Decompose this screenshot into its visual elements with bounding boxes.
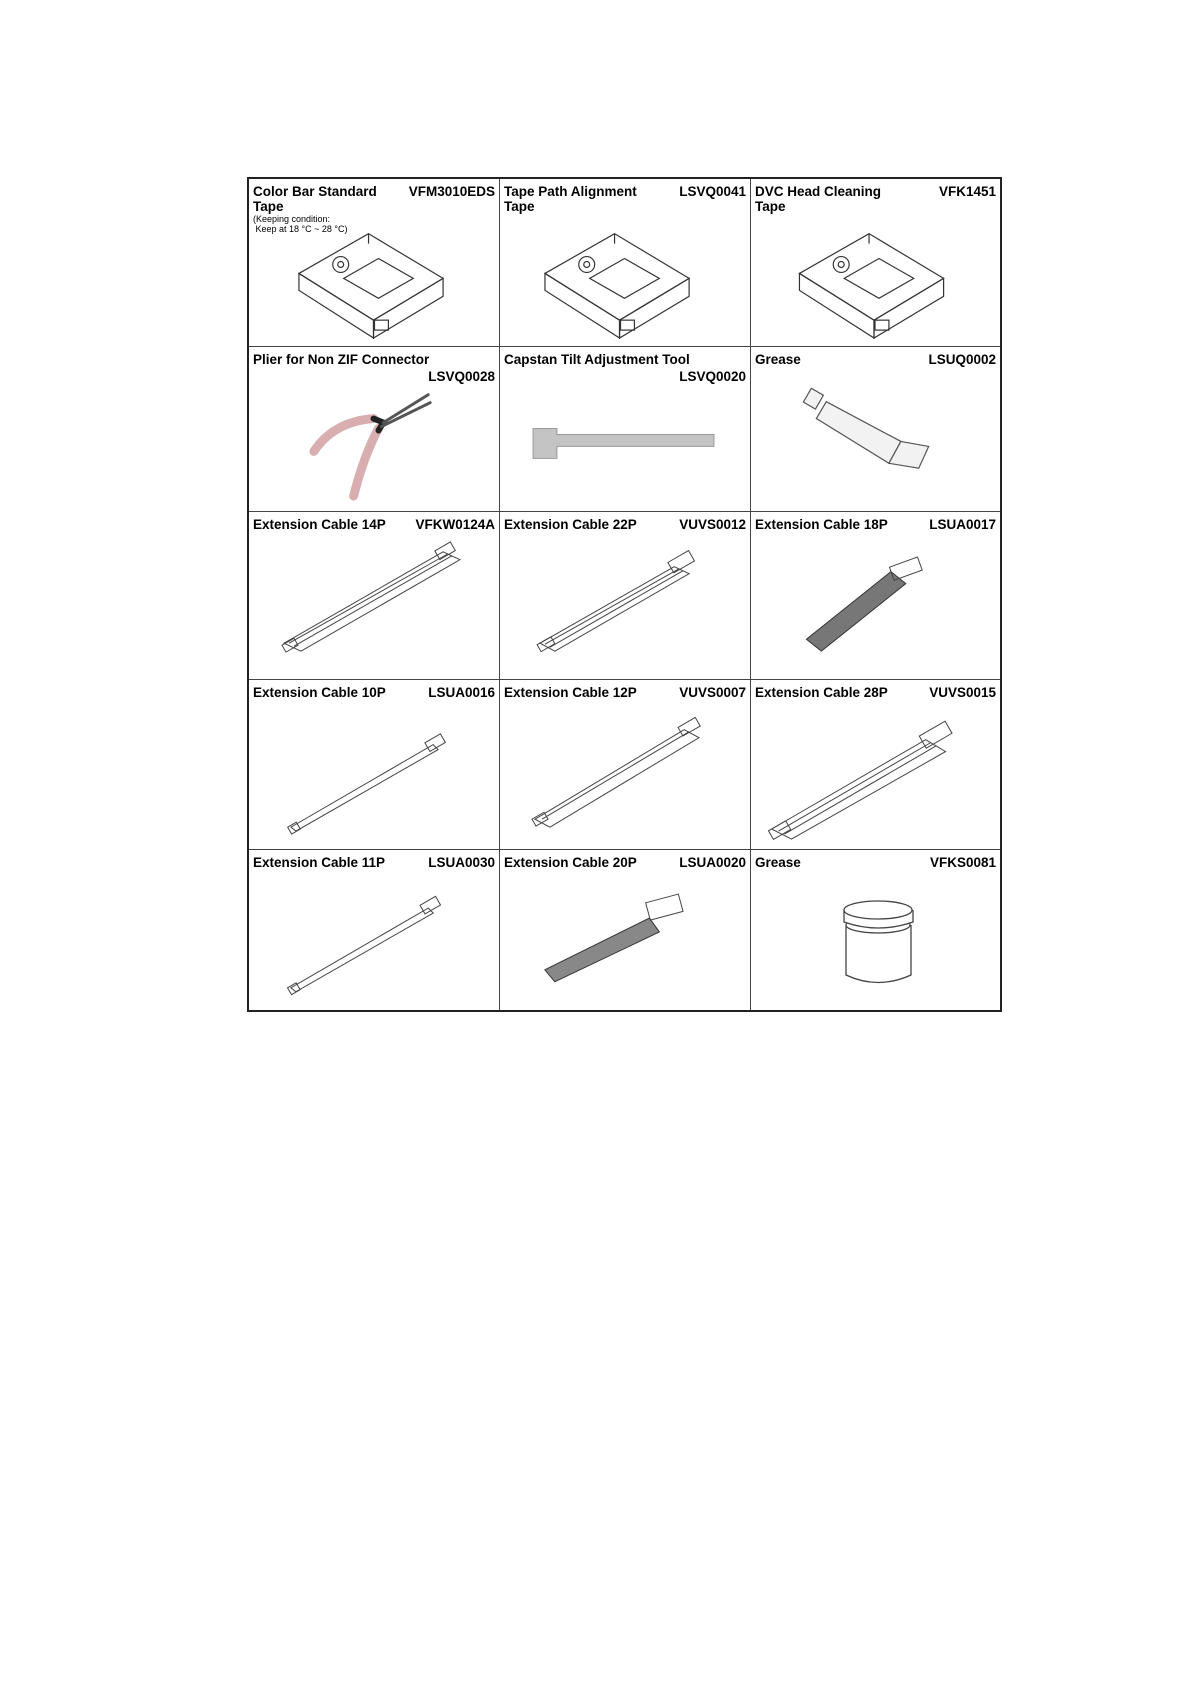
tool-name: Grease: [755, 855, 801, 870]
cassette-icon: [249, 179, 499, 346]
grease-jar-icon: [751, 850, 1000, 1010]
tool-cell: [751, 179, 1000, 347]
tool-code: LSUA0016: [428, 685, 495, 700]
tool-code: VFKS0081: [929, 855, 996, 870]
tool-cell: [500, 512, 751, 680]
tool-code: VFK1451: [938, 184, 996, 199]
tool-code: VUVS0012: [679, 517, 746, 532]
tool-cell: [751, 680, 1000, 850]
tool-name: Extension Cable 10P: [253, 685, 386, 700]
tool-code: LSVQ0028: [428, 369, 495, 384]
flat-cable-icon: [249, 850, 499, 1010]
ribbon-cable-icon: [500, 850, 750, 1010]
tool-name: Extension Cable 18P: [755, 517, 888, 532]
tool-cell: [249, 179, 500, 347]
grease-tube-icon: [751, 347, 1000, 511]
tool-code: VUVS0015: [929, 685, 996, 700]
tool-name: Color Bar Standard Tape: [253, 184, 377, 214]
tool-cell: [500, 179, 751, 347]
tool-cell: [500, 680, 751, 850]
tool-name: Extension Cable 12P: [504, 685, 637, 700]
tool-cell: [500, 850, 751, 1010]
tool-cell: [249, 850, 500, 1010]
tool-cell: [249, 347, 500, 512]
tool-code: LSUQ0002: [928, 352, 996, 367]
flat-cable-icon: [249, 680, 499, 849]
tools-table: [247, 177, 1002, 1012]
tool-name: Extension Cable 11P: [253, 855, 386, 870]
tool-code: VUVS0007: [679, 685, 746, 700]
tool-cell: [751, 347, 1000, 512]
tool-name: Extension Cable 28P: [755, 685, 888, 700]
capstan-tool-icon: [500, 347, 750, 511]
tool-name: Grease: [755, 352, 801, 367]
tool-name: DVC Head Cleaning Tape: [755, 184, 882, 214]
tool-cell: [751, 512, 1000, 680]
cassette-icon: [500, 179, 750, 346]
plier-icon: [249, 347, 499, 511]
tool-code: LSVQ0020: [679, 369, 746, 384]
flat-cable-icon: [500, 512, 750, 679]
tool-cell: [249, 512, 500, 680]
flat-cable-icon: [751, 680, 1000, 849]
tool-note: (Keeping condition: Keep at 18 °C ~ 28 °C): [253, 214, 348, 234]
flat-cable-icon: [249, 512, 499, 679]
tool-name: Extension Cable 20P: [504, 855, 637, 870]
ribbon-cable-icon: [751, 512, 1000, 679]
tool-code: VFM3010EDS: [408, 184, 495, 199]
tool-name: Extension Cable 22P: [504, 517, 637, 532]
tool-name: Extension Cable 14P: [253, 517, 386, 532]
tool-code: LSUA0030: [428, 855, 495, 870]
tool-code: LSUA0017: [929, 517, 996, 532]
tool-cell: [751, 850, 1000, 1010]
tool-name: Capstan Tilt Adjustment Tool: [504, 352, 690, 367]
tool-code: LSUA0020: [679, 855, 746, 870]
cassette-icon: [751, 179, 1000, 346]
tool-code: LSVQ0041: [679, 184, 746, 199]
tool-name: Plier for Non ZIF Connector: [253, 352, 430, 367]
tool-cell: [249, 680, 500, 850]
tool-cell: [500, 347, 751, 512]
flat-cable-icon: [500, 680, 750, 849]
tool-code: VFKW0124A: [415, 517, 495, 532]
tool-name: Tape Path Alignment Tape: [504, 184, 637, 214]
